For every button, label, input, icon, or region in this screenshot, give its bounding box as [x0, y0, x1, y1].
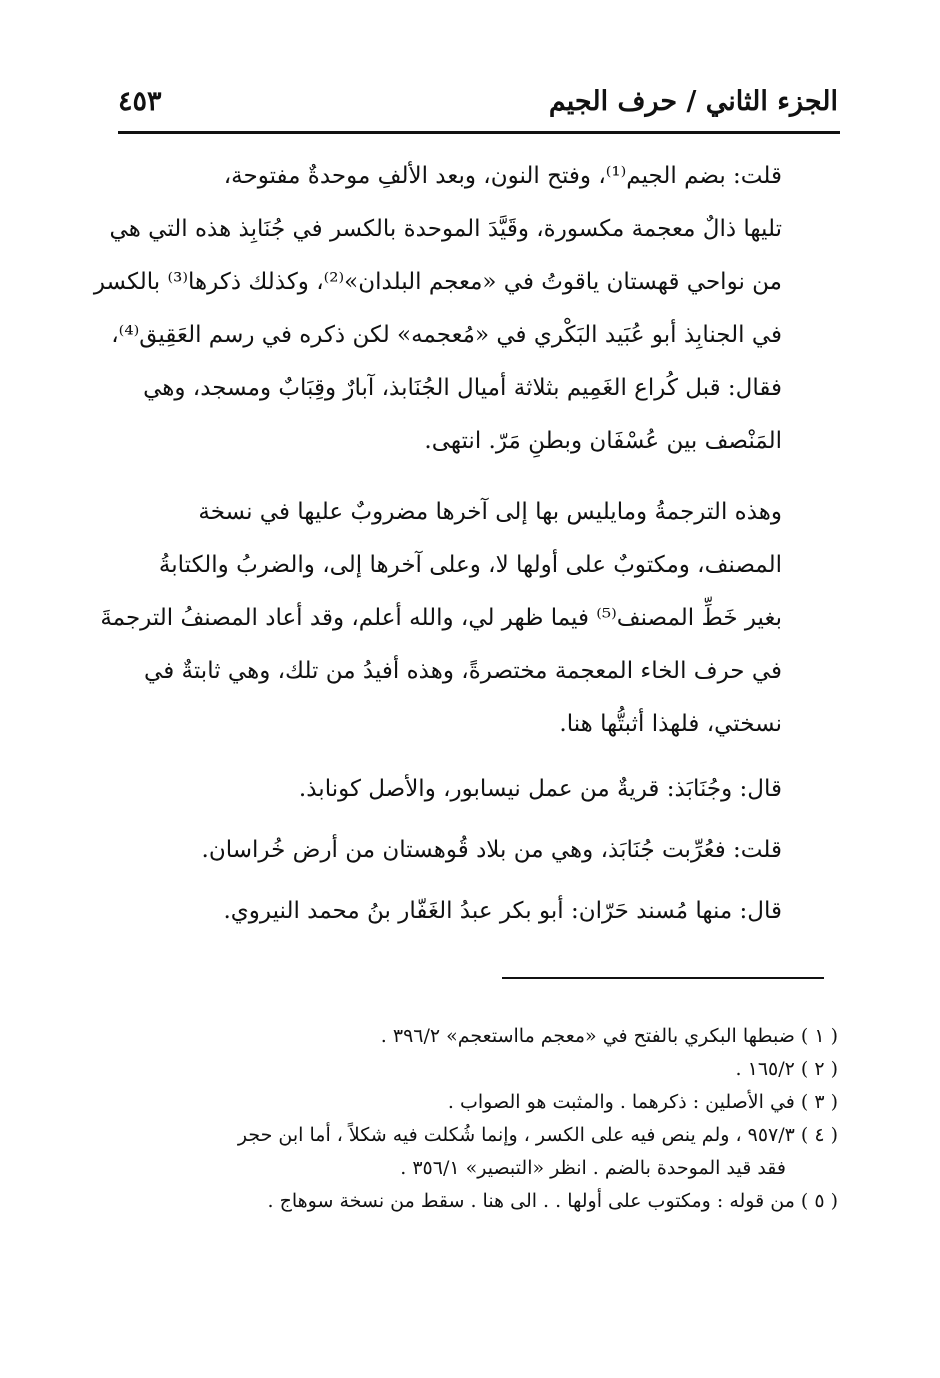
quote-line-1: قال: وجُنَابَذ: قريةٌ من عمل نيسابور، والأصل كونابذ. [298, 776, 782, 802]
quote-line-2: قلت: فعُرِّبت جُنَابَذ، وهي من بلاد قُوهستان من أرض خُراسان. [201, 837, 782, 863]
header-rule [118, 131, 840, 134]
text-line: نسختي، فلهذا أثبتُّها هنا. [559, 711, 782, 737]
footnote-text: ٩٥٧/٣ ، ولم ينص فيه على الكسر ، وإنما شُكلت فيه شكلاً ، أما ابن حجر [237, 1124, 795, 1146]
main-text [93, 150, 838, 938]
footnote-1 [112, 1020, 838, 1053]
header-title: الجزء الثاني / حرف الجيم [548, 86, 838, 117]
paragraph-1 [93, 150, 838, 468]
quote-line-3: قال: منها مُسند حَرّان: أبو بكر عبدُ الغَفّار بنُ محمد النيروي. [223, 898, 782, 924]
footnotes [112, 1020, 838, 1218]
footnote-number: ( ٣ ) [800, 1091, 838, 1113]
text-line: المَنْصف بين عُسْفَان وبطنِ مَرّ. انتهى. [424, 428, 782, 454]
page-number: ٤٥٣ [118, 86, 162, 117]
footnote-2 [112, 1053, 838, 1086]
footnote-number: ( ٢ ) [800, 1058, 838, 1080]
footnote-3 [112, 1086, 838, 1119]
text-line: وهذه الترجمةُ ومايليس بها إلى آخرها مضروبٌ عليها في نسخة [198, 499, 782, 525]
text-line: في الجنابِذ أبو عُبَيد البَكْري في «مُعجمه» لكن ذكره في رسم العَقِيق⁽⁴⁾، [111, 322, 782, 348]
footnote-5 [112, 1185, 838, 1218]
running-header [118, 82, 838, 128]
footnote-text: ١٦٥/٢ . [735, 1058, 795, 1080]
text-line: من نواحي قهستان ياقوتُ في «معجم البلدان»⁽²⁾، وكذلك ذكرها⁽³⁾ بالكسر [93, 269, 782, 295]
footnote-text: في الأصلين : ذكرهما . والمثبت هو الصواب . [447, 1091, 795, 1113]
text-line: بغير خَطِّ المصنف⁽⁵⁾ فيما ظهر لي، والله أعلم، وقد أعاد المصنفُ الترجمةَ [100, 605, 782, 631]
footnote-text: ضبطها البكري بالفتح في «معجم مااستعجم» ٣٩٦/٢ . [380, 1025, 795, 1047]
paragraph-2 [100, 486, 838, 751]
text-line: المصنف، ومكتوبٌ على أولها لا، وعلى آخرها إلى، والضربُ والكتابةُ [158, 552, 782, 578]
text-line: فقال: قبل كُراع الغَمِيم بثلاثة أميال الجُنَابذ، آبارٌ وقِبَابٌ ومسجد، وهي [143, 375, 782, 401]
footnote-number: ( ٤ ) [800, 1124, 838, 1146]
footnote-4 [112, 1119, 838, 1152]
footnote-number: ( ١ ) [800, 1025, 838, 1047]
footnote-4-continuation: فقد قيد الموحدة بالضم . انظر «التبصير» ٣٥٦/١ . [400, 1157, 786, 1179]
text-line: قلت: بضم الجيم⁽¹⁾، وفتح النون، وبعد الألفِ موحدةٌ مفتوحة، [223, 163, 782, 189]
footnote-text: من قوله : ومكتوب على أولها . . الى هنا . سقط من نسخة سوهاج . [267, 1190, 795, 1212]
text-line: تليها ذالٌ معجمة مكسورة، وقَيَّدَ الموحدة بالكسر في جُنَابِذ هذه التي هي [109, 216, 782, 242]
text-line: في حرف الخاء المعجمة مختصرةً، وهذه أفيدُ من تلك، وهي ثابتةٌ في [144, 658, 782, 684]
footnote-separator [502, 977, 824, 979]
footnote-number: ( ٥ ) [800, 1190, 838, 1212]
